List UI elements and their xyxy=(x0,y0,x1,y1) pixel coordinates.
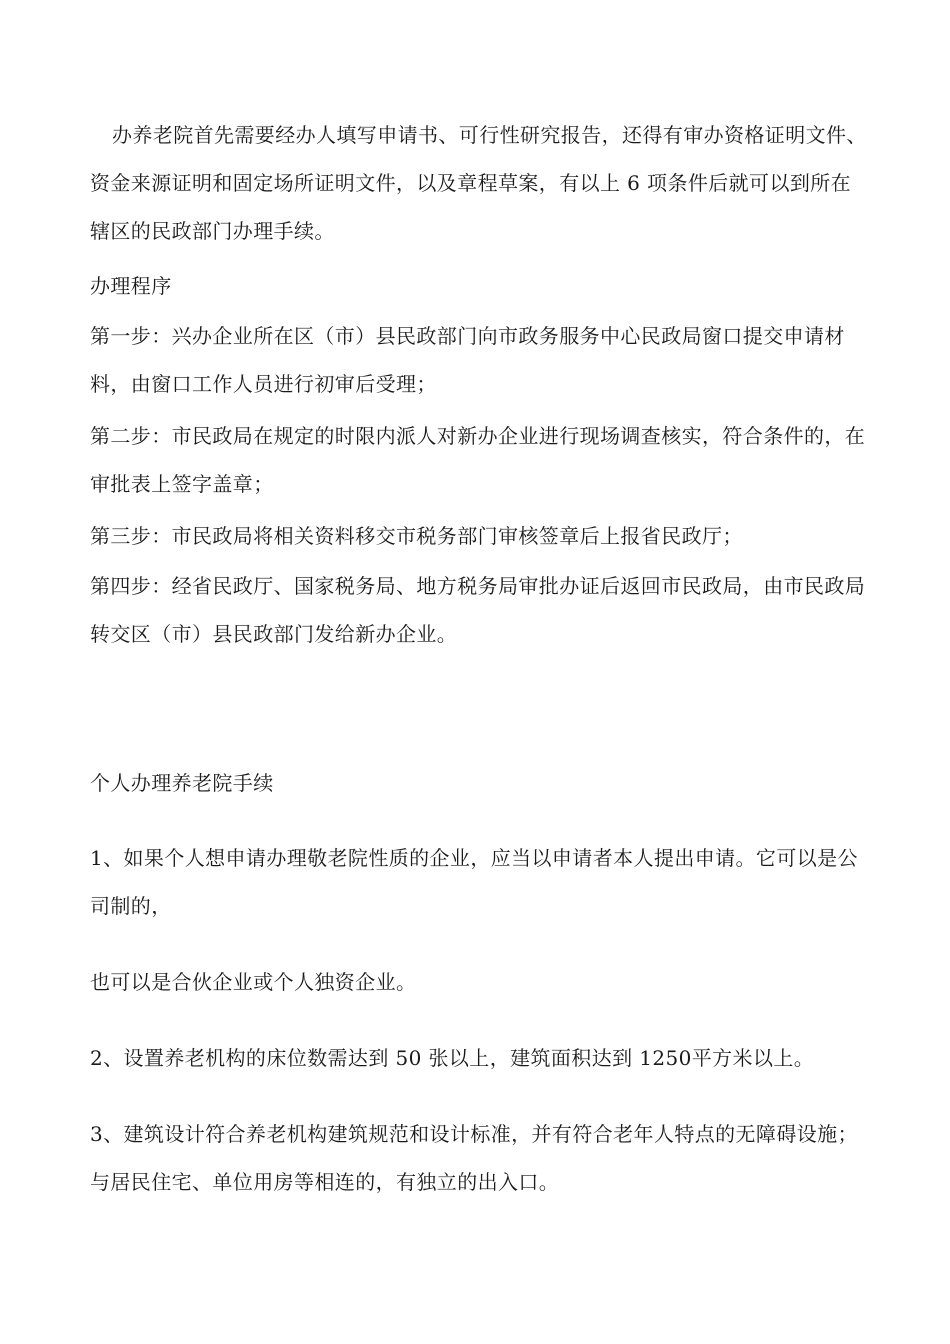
item-2-paragraph: 2、设置养老机构的床位数需达到 50 张以上，建筑面积达到 1250平方米以上。 xyxy=(90,1046,815,1070)
step-2-paragraph: 第二步：市民政局在规定的时限内派人对新办企业进行现场调查核实，符合条件的，在审批表上签字盖章； xyxy=(90,424,866,496)
personal-section-title: 个人办理养老院手续 xyxy=(90,771,274,795)
procedure-title: 办理程序 xyxy=(90,274,172,298)
item-1-continuation: 也可以是合伙企业或个人独资企业。 xyxy=(90,970,417,994)
step-1-paragraph: 第一步：兴办企业所在区（市）县民政部门向市政务服务中心民政局窗口提交申请材料，由窗口工作人员进行初审后受理； xyxy=(90,324,845,396)
item-1-paragraph: 1、如果个人想申请办理敬老院性质的企业，应当以申请者本人提出申请。它可以是公司制的， xyxy=(90,846,858,918)
item-3-paragraph: 3、建筑设计符合养老机构建筑规范和设计标准，并有符合老年人特点的无障碍设施；与居民住宅、单位用房等相连的，有独立的出入口。 xyxy=(90,1122,858,1194)
step-4-paragraph: 第四步：经省民政厅、国家税务局、地方税务局审批办证后返回市民政局，由市民政局转交区（市）县民政部门发给新办企业。 xyxy=(90,574,866,646)
step-3-paragraph: 第三步：市民政局将相关资料移交市税务部门审核签章后上报省民政厅； xyxy=(90,524,743,548)
intro-paragraph: 办养老院首先需要经办人填写申请书、可行性研究报告，还得有审办资格证明文件、资金来源证明和固定场所证明文件，以及章程草案，有以上 6 项条件后就可以到所在辖区的民政部门办理手续。 xyxy=(90,123,867,243)
